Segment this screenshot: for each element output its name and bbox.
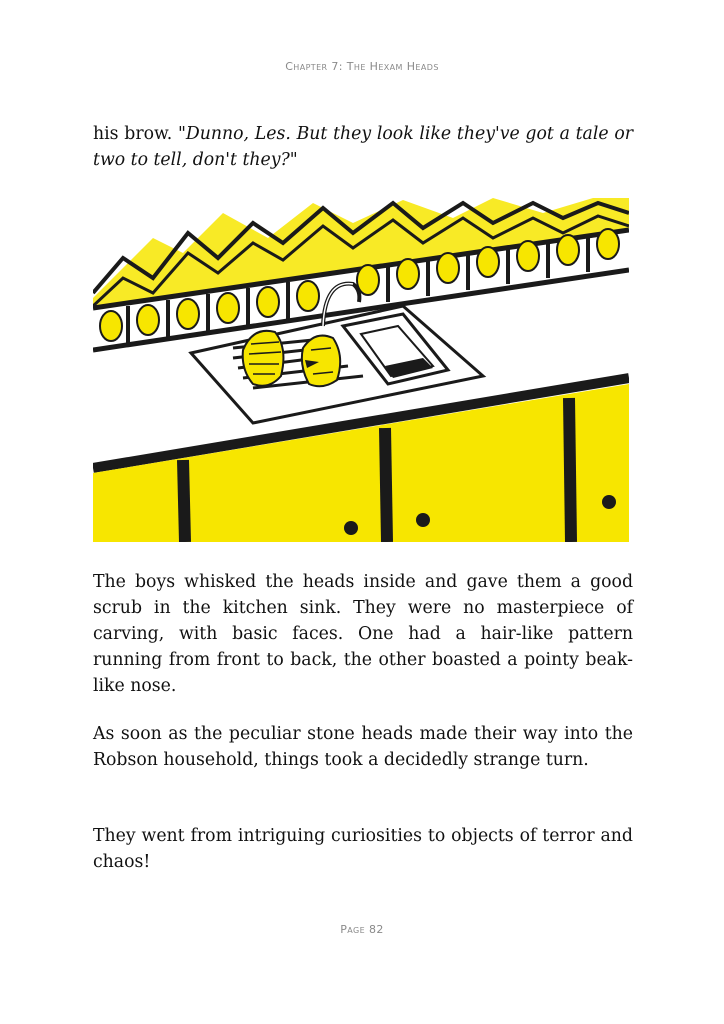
stone-head-right [302,336,340,387]
stone-head-left [243,331,284,386]
kitchen-sink-illustration [93,198,629,542]
paragraph-1 [93,121,633,173]
paragraph-1-dialogue: "Dunno, Les. But they look like they've got a tale or two to tell, don't they?" [93,124,633,170]
page-number: Page 82 [340,923,384,936]
paragraph-4 [93,823,633,875]
paragraph-4-text: They went from intriguing curiosities to objects of terror and chaos! [93,826,633,872]
paragraph-3-text: As soon as the peculiar stone heads made their way into the Robson household, things took a decidedly strange turn. [93,724,633,770]
paragraph-1-plain: his brow. [93,124,178,144]
paragraph-2-text: The boys whisked the heads inside and gave them a good scrub in the kitchen sink. They were no masterpiece of carving, with basic faces. One had a hair-like pattern running from front to back, the other boasted a pointy beak-like nose. [93,572,633,696]
chapter-header: Chapter 7: The Hexam Heads [285,60,439,73]
paragraph-2 [93,569,633,699]
paragraph-3 [93,721,633,773]
